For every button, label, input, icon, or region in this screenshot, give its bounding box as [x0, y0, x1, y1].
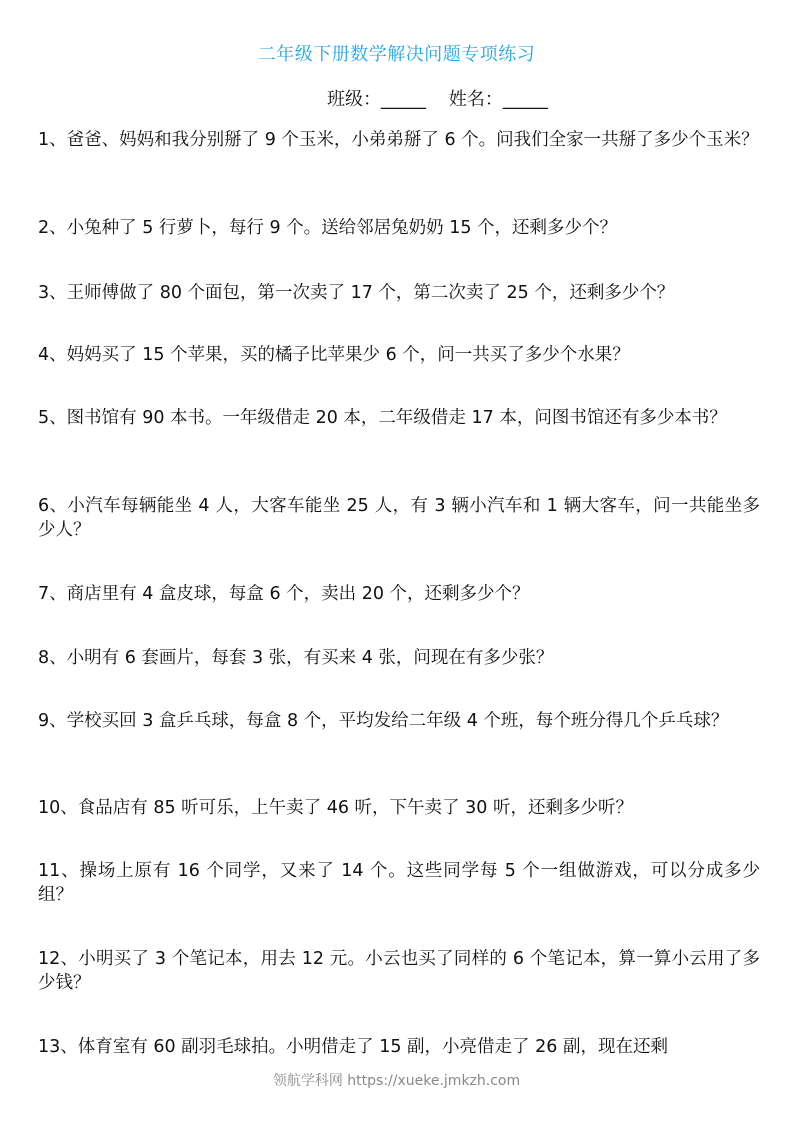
question-6: 6、小汽车每辆能坐 4 人，大客车能坐 25 人，有 3 辆小汽车和 1 辆大客车，问一共能坐多少人？	[38, 496, 760, 540]
question-12: 12、小明买了 3 个笔记本，用去 12 元。小云也买了同样的 6 个笔记本，算一算小云用了多少钱？	[38, 949, 760, 993]
question-3: 3、王师傅做了 80 个面包，第一次卖了 17 个，第二次卖了 25 个，还剩多少个？	[38, 283, 675, 303]
question-13: 13、体育室有 60 副羽毛球拍。小明借走了 15 副，小亮借走了 26 副，现在还剩	[38, 1037, 668, 1057]
question-4: 4、妈妈买了 15 个苹果，买的橘子比苹果少 6 个，问一共买了多少个水果？	[38, 345, 630, 365]
class-name-line: 班级：_____ 姓名：_____	[327, 89, 548, 110]
question-5: 5、图书馆有 90 本书。一年级借走 20 本，二年级借走 17 本，问图书馆还有多少本书？	[38, 408, 727, 428]
footer-watermark: 领航学科网 https://xueke.jmkzh.com	[272, 1073, 521, 1089]
question-11: 11、操场上原有 16 个同学，又来了 14 个。这些同学每 5 个一组做游戏，可以分成多少组？	[38, 861, 760, 905]
question-2: 2、小兔种了 5 行萝卜，每行 9 个。送给邻居兔奶奶 15 个，还剩多少个？	[38, 218, 618, 238]
question-10: 10、食品店有 85 听可乐，上午卖了 46 听，下午卖了 30 听，还剩多少听？	[38, 798, 633, 818]
question-7: 7、商店里有 4 盒皮球，每盒 6 个，卖出 20 个，还剩多少个？	[38, 584, 530, 604]
page-title: 二年级下册数学解决问题专项练习	[257, 44, 536, 65]
question-9: 9、学校买回 3 盒乒乓球，每盒 8 个，平均发给二年级 4 个班，每个班分得几个乒乓球？	[38, 711, 729, 731]
question-1: 1、爸爸、妈妈和我分别掰了 9 个玉米，小弟弟掰了 6 个。问我们全家一共掰了多少个玉米？	[38, 130, 759, 150]
question-8: 8、小明有 6 套画片，每套 3 张，有买来 4 张，问现在有多少张？	[38, 648, 554, 668]
